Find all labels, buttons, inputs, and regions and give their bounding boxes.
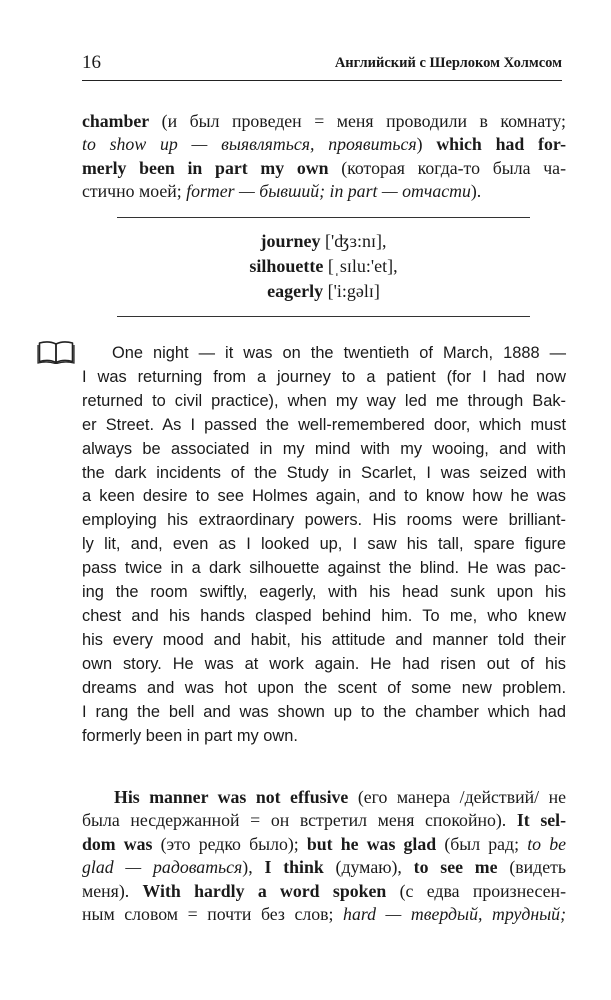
- gloss-text: (это редко было);: [152, 833, 307, 854]
- story-line: pass twice in a dark silhouette against the blind. He was pac-: [82, 559, 566, 578]
- story-line: returned to civil practice), when my way led me through Bak-: [82, 391, 566, 410]
- gloss-text: (его манера /действий/ не: [348, 787, 566, 807]
- vocab-transcription: ['i:gəlɪ]: [323, 281, 380, 301]
- text-line: [82, 880, 566, 903]
- story-line: own story. He was at work again. He had risen out of his: [82, 654, 566, 673]
- text-line: [82, 786, 566, 809]
- vocab-entry: [117, 229, 530, 254]
- vocabulary-box: [117, 229, 530, 304]
- story-line: ly lit, and, even as I looked up, I saw his tall, spare figure: [82, 535, 566, 554]
- story-line: dreams and was hot upon the scent of some new problem.: [82, 678, 566, 697]
- text-line: [82, 110, 566, 133]
- italic-gloss: hard — твердый, трудный;: [343, 904, 566, 925]
- story-line: chest and his hands clasped behind him. To me, who knew: [82, 606, 566, 625]
- story-line: er Street. As I passed the well-remembered door, which must: [82, 415, 566, 434]
- text-line: [82, 133, 566, 156]
- bold-phrase: dom was: [82, 833, 153, 854]
- story-line: a keen desire to see Holmes again, and to know how he was: [82, 487, 566, 506]
- gloss-text: ).: [470, 181, 482, 202]
- gloss-text: ),: [242, 857, 265, 878]
- text-line: [82, 180, 566, 203]
- italic-gloss: to show up — выявляться, проявиться: [82, 134, 417, 155]
- divider-top: [117, 217, 530, 218]
- vocab-word: journey: [260, 231, 321, 251]
- story-line: his every mood and habit, his attitude and manner told their: [82, 630, 566, 649]
- gloss-text: стично моей;: [82, 181, 187, 202]
- gloss-text: (был рад;: [436, 833, 528, 854]
- gloss-text: ным словом = почти без слов;: [82, 904, 344, 925]
- story-line: formerly been in part my own.: [82, 726, 298, 745]
- gloss-text: ): [416, 134, 437, 155]
- running-title: Английский с Шерлоком Холмсом: [334, 55, 562, 71]
- gloss-text: (видеть: [497, 857, 566, 878]
- text-line: [82, 809, 566, 832]
- gloss-text: (и был проведен = меня проводили в комнату;: [149, 111, 566, 131]
- bold-phrase: I think: [264, 857, 324, 878]
- commentary-paragraph-1: [82, 110, 566, 204]
- text-line: [82, 833, 566, 856]
- bold-phrase: to see me: [413, 857, 498, 878]
- bold-phrase: merly been in part my own: [82, 157, 329, 178]
- bold-phrase: but he was glad: [306, 833, 437, 854]
- italic-gloss: glad — радоваться: [82, 857, 243, 878]
- gloss-text: (которая когда-то была ча-: [328, 157, 566, 178]
- italic-gloss: former — бывший; in part — отчасти: [186, 181, 471, 202]
- gloss-text: была несдержанной = он встретил меня спокойно).: [82, 810, 517, 831]
- story-line: One night — it was on the twentieth of March, 1888 —: [112, 344, 566, 362]
- divider-bottom: [117, 316, 530, 317]
- gloss-text: меня).: [82, 880, 143, 901]
- story-line: ing the room swiftly, eagerly, with his head sunk upon his: [82, 583, 566, 602]
- story-line: the dark incidents of the Study in Scarlet, I was seized with: [82, 463, 566, 482]
- text-line: [82, 157, 566, 180]
- gloss-text: (думаю),: [323, 857, 414, 878]
- vocab-transcription: ['ʤɜ:nɪ],: [320, 231, 387, 251]
- story-line: I rang the bell and was shown up to the chamber which had: [82, 702, 566, 721]
- gloss-text: (с едва произнесен-: [386, 880, 566, 901]
- vocab-transcription: [ˌsɪlu:'et],: [323, 256, 398, 276]
- vocab-word: eagerly: [267, 281, 324, 301]
- story-line: employing his extraordinary powers. His rooms were brilliant-: [82, 511, 566, 530]
- story-line: always be associated in my mind with my wooing, and with: [82, 439, 566, 458]
- story-line: I was returning from a journey to a patient (for I had now: [82, 367, 566, 386]
- text-line: [82, 856, 566, 879]
- commentary-paragraph-2: [82, 786, 566, 926]
- text-line: [82, 903, 566, 926]
- open-book-icon: [37, 340, 75, 364]
- vocab-entry: [117, 279, 530, 304]
- page-number: 16: [82, 52, 101, 73]
- bold-phrase: It sel-: [516, 810, 566, 831]
- bold-phrase: chamber: [82, 111, 150, 131]
- bold-phrase: which had for-: [436, 134, 566, 155]
- bold-phrase: His manner was not effusive: [114, 787, 349, 807]
- page-header: [82, 52, 562, 81]
- italic-gloss: to be: [527, 833, 566, 854]
- bold-phrase: With hardly a word spoken: [142, 880, 387, 901]
- vocab-entry: [117, 254, 530, 279]
- story-text: [82, 342, 566, 748]
- vocab-word: silhouette: [249, 256, 324, 276]
